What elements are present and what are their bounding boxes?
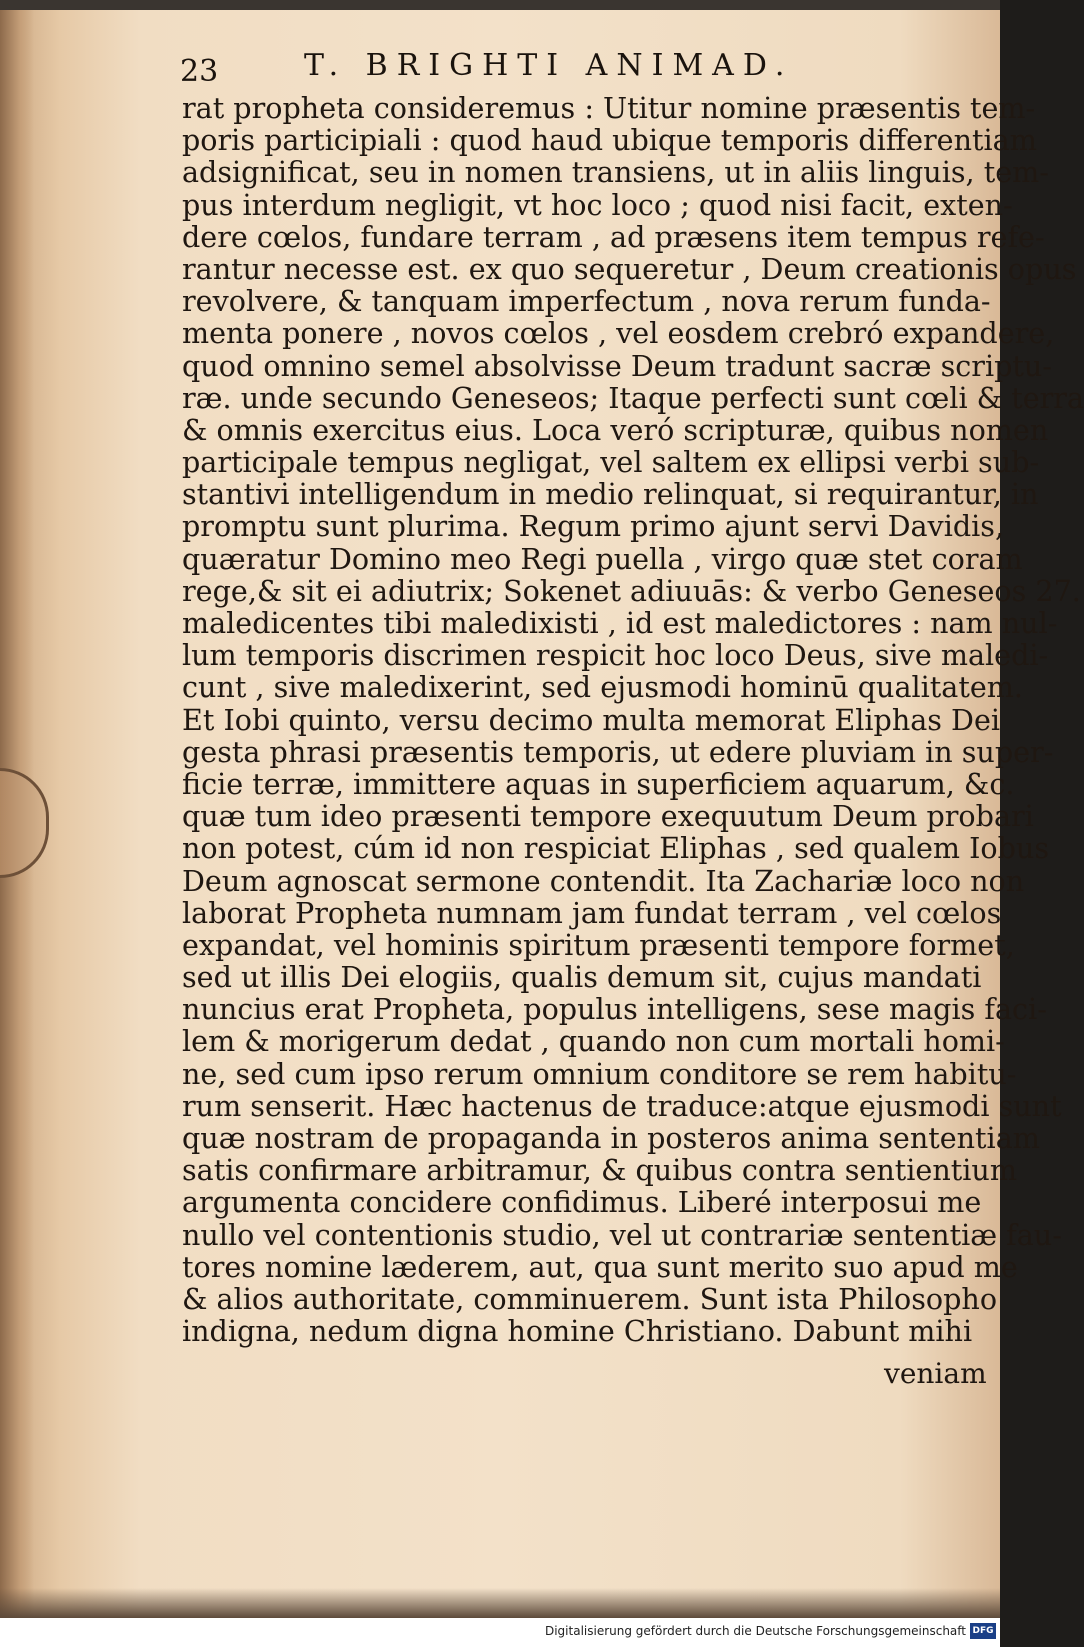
text-line: non potest, cúm id non respiciat Eliphas , sed qualem Iobus: [182, 831, 1050, 866]
text-line: gesta phrasi præsentis temporis, ut edere pluviam in super-: [182, 734, 1054, 769]
text-line: maledicentes tibi maledixisti , id est maledictores : nam nul-: [182, 606, 1058, 640]
text-line: stantivi intelligendum in medio relinquat, si requirantur, in: [182, 477, 1039, 512]
text-line: Et Iobi quinto, versu decimo multa memorat Eliphas Dei: [182, 702, 1001, 737]
page-top-edge: [0, 0, 1000, 10]
text-line: sed ut illis Dei elogiis, qualis demum sit, cujus mandati: [182, 960, 982, 995]
text-line: rege,& sit ei adiutrix; Sokenet adiuuās: & verbo Geneseos 27.: [182, 573, 1081, 608]
text-line: Deum agnoscat sermone contendit. Ita Zachariæ loco non: [182, 863, 1025, 898]
text-line: tores nomine læderem, aut, qua sunt merito suo apud me: [182, 1249, 1018, 1284]
text-line: quæ tum ideo præsenti tempore exequutum Deum probari: [182, 799, 1034, 834]
text-line: indigna, nedum digna homine Christiano. Dabunt mihi: [182, 1314, 973, 1349]
text-line: ne, sed cum ipso rerum omnium conditore se rem habitu-: [182, 1056, 1017, 1091]
text-line: nullo vel contentionis studio, vel ut contrariæ sententiæ fau-: [182, 1217, 1062, 1252]
page-number: 23: [180, 54, 219, 89]
text-line: participale tempus negligat, vel saltem ex ellipsi verbi sub-: [182, 445, 1040, 480]
text-line: expandat, vel hominis spiritum præsenti tempore formet,: [182, 927, 1015, 962]
text-line: ræ. unde secundo Geneseos; Itaque perfecti sunt cœli & terra: [182, 380, 1084, 415]
text-line: adsignificat, seu in nomen transiens, ut in aliis linguis, tem-: [182, 155, 1049, 190]
text-line: lum temporis discrimen respicit hoc loco Deus, sive maledi-: [182, 638, 1049, 673]
running-header: [180, 48, 820, 92]
text-line: satis confirmare arbitramur, & quibus contra sentientium: [182, 1153, 1017, 1188]
text-line: rum senserit. Hæc hactenus de traduce:atque ejusmodi sunt: [182, 1088, 1062, 1123]
text-line: promptu sunt plurima. Regum primo ajunt servi Davidis,: [182, 509, 1005, 544]
catchword: veniam: [884, 1357, 987, 1390]
text-line: quod omnino semel absolvisse Deum tradunt sacræ scriptu-: [182, 348, 1052, 383]
text-line: cunt , sive maledixerint, sed ejusmodi hominū qualitatem.: [182, 670, 1023, 705]
text-line: rantur necesse est. ex quo sequeretur , Deum creationis opus: [182, 251, 1077, 286]
binding-clasp: [0, 768, 49, 878]
text-line: quæratur Domino meo Regi puella , virgo quæ stet coram: [182, 541, 1023, 576]
text-line: rat propheta consideremus : Utitur nomine præsentis tem-: [182, 91, 1036, 125]
text-line: argumenta concidere confidimus. Liberé interposui me: [182, 1185, 982, 1220]
digitization-footer: [0, 1618, 1000, 1647]
text-line: quæ nostram de propaganda in posteros anima sententiam: [182, 1121, 1040, 1155]
text-line: lem & morigerum dedat , quando non cum mortali homi-: [182, 1024, 1005, 1059]
text-line: menta ponere , novos cœlos , vel eosdem crebró expandere,: [182, 316, 1055, 351]
body-text: [182, 91, 1084, 1349]
text-line: laborat Propheta numnam jam fundat terram , vel cœlos: [182, 895, 1002, 930]
text-line: nuncius erat Propheta, populus intelligens, sese magis faci-: [182, 992, 1047, 1027]
text-line: pus interdum negligit, vt hoc loco ; quod nisi facit, exten-: [182, 187, 1013, 222]
funding-credit: Digitalisierung gefördert durch die Deutsche Forschungsgemeinschaft: [544, 1624, 966, 1638]
text-line: poris participiali : quod haud ubique temporis differentiam: [182, 123, 1037, 158]
text-line: ficie terræ, immittere aquas in superficiem aquarum, &c.: [182, 766, 1015, 801]
dfg-logo: DFG: [970, 1623, 996, 1639]
running-title: T. BRIGHTI ANIMAD.: [304, 48, 794, 83]
text-line: & alios authoritate, comminuerem. Sunt ista Philosopho: [182, 1281, 998, 1316]
text-line: & omnis exercitus eius. Loca veró scripturæ, quibus nomen: [182, 412, 1049, 447]
text-line: dere cœlos, fundare terram , ad præsens item tempus refe-: [182, 219, 1045, 254]
text-line: revolvere, & tanquam imperfectum , nova rerum funda-: [182, 284, 991, 319]
